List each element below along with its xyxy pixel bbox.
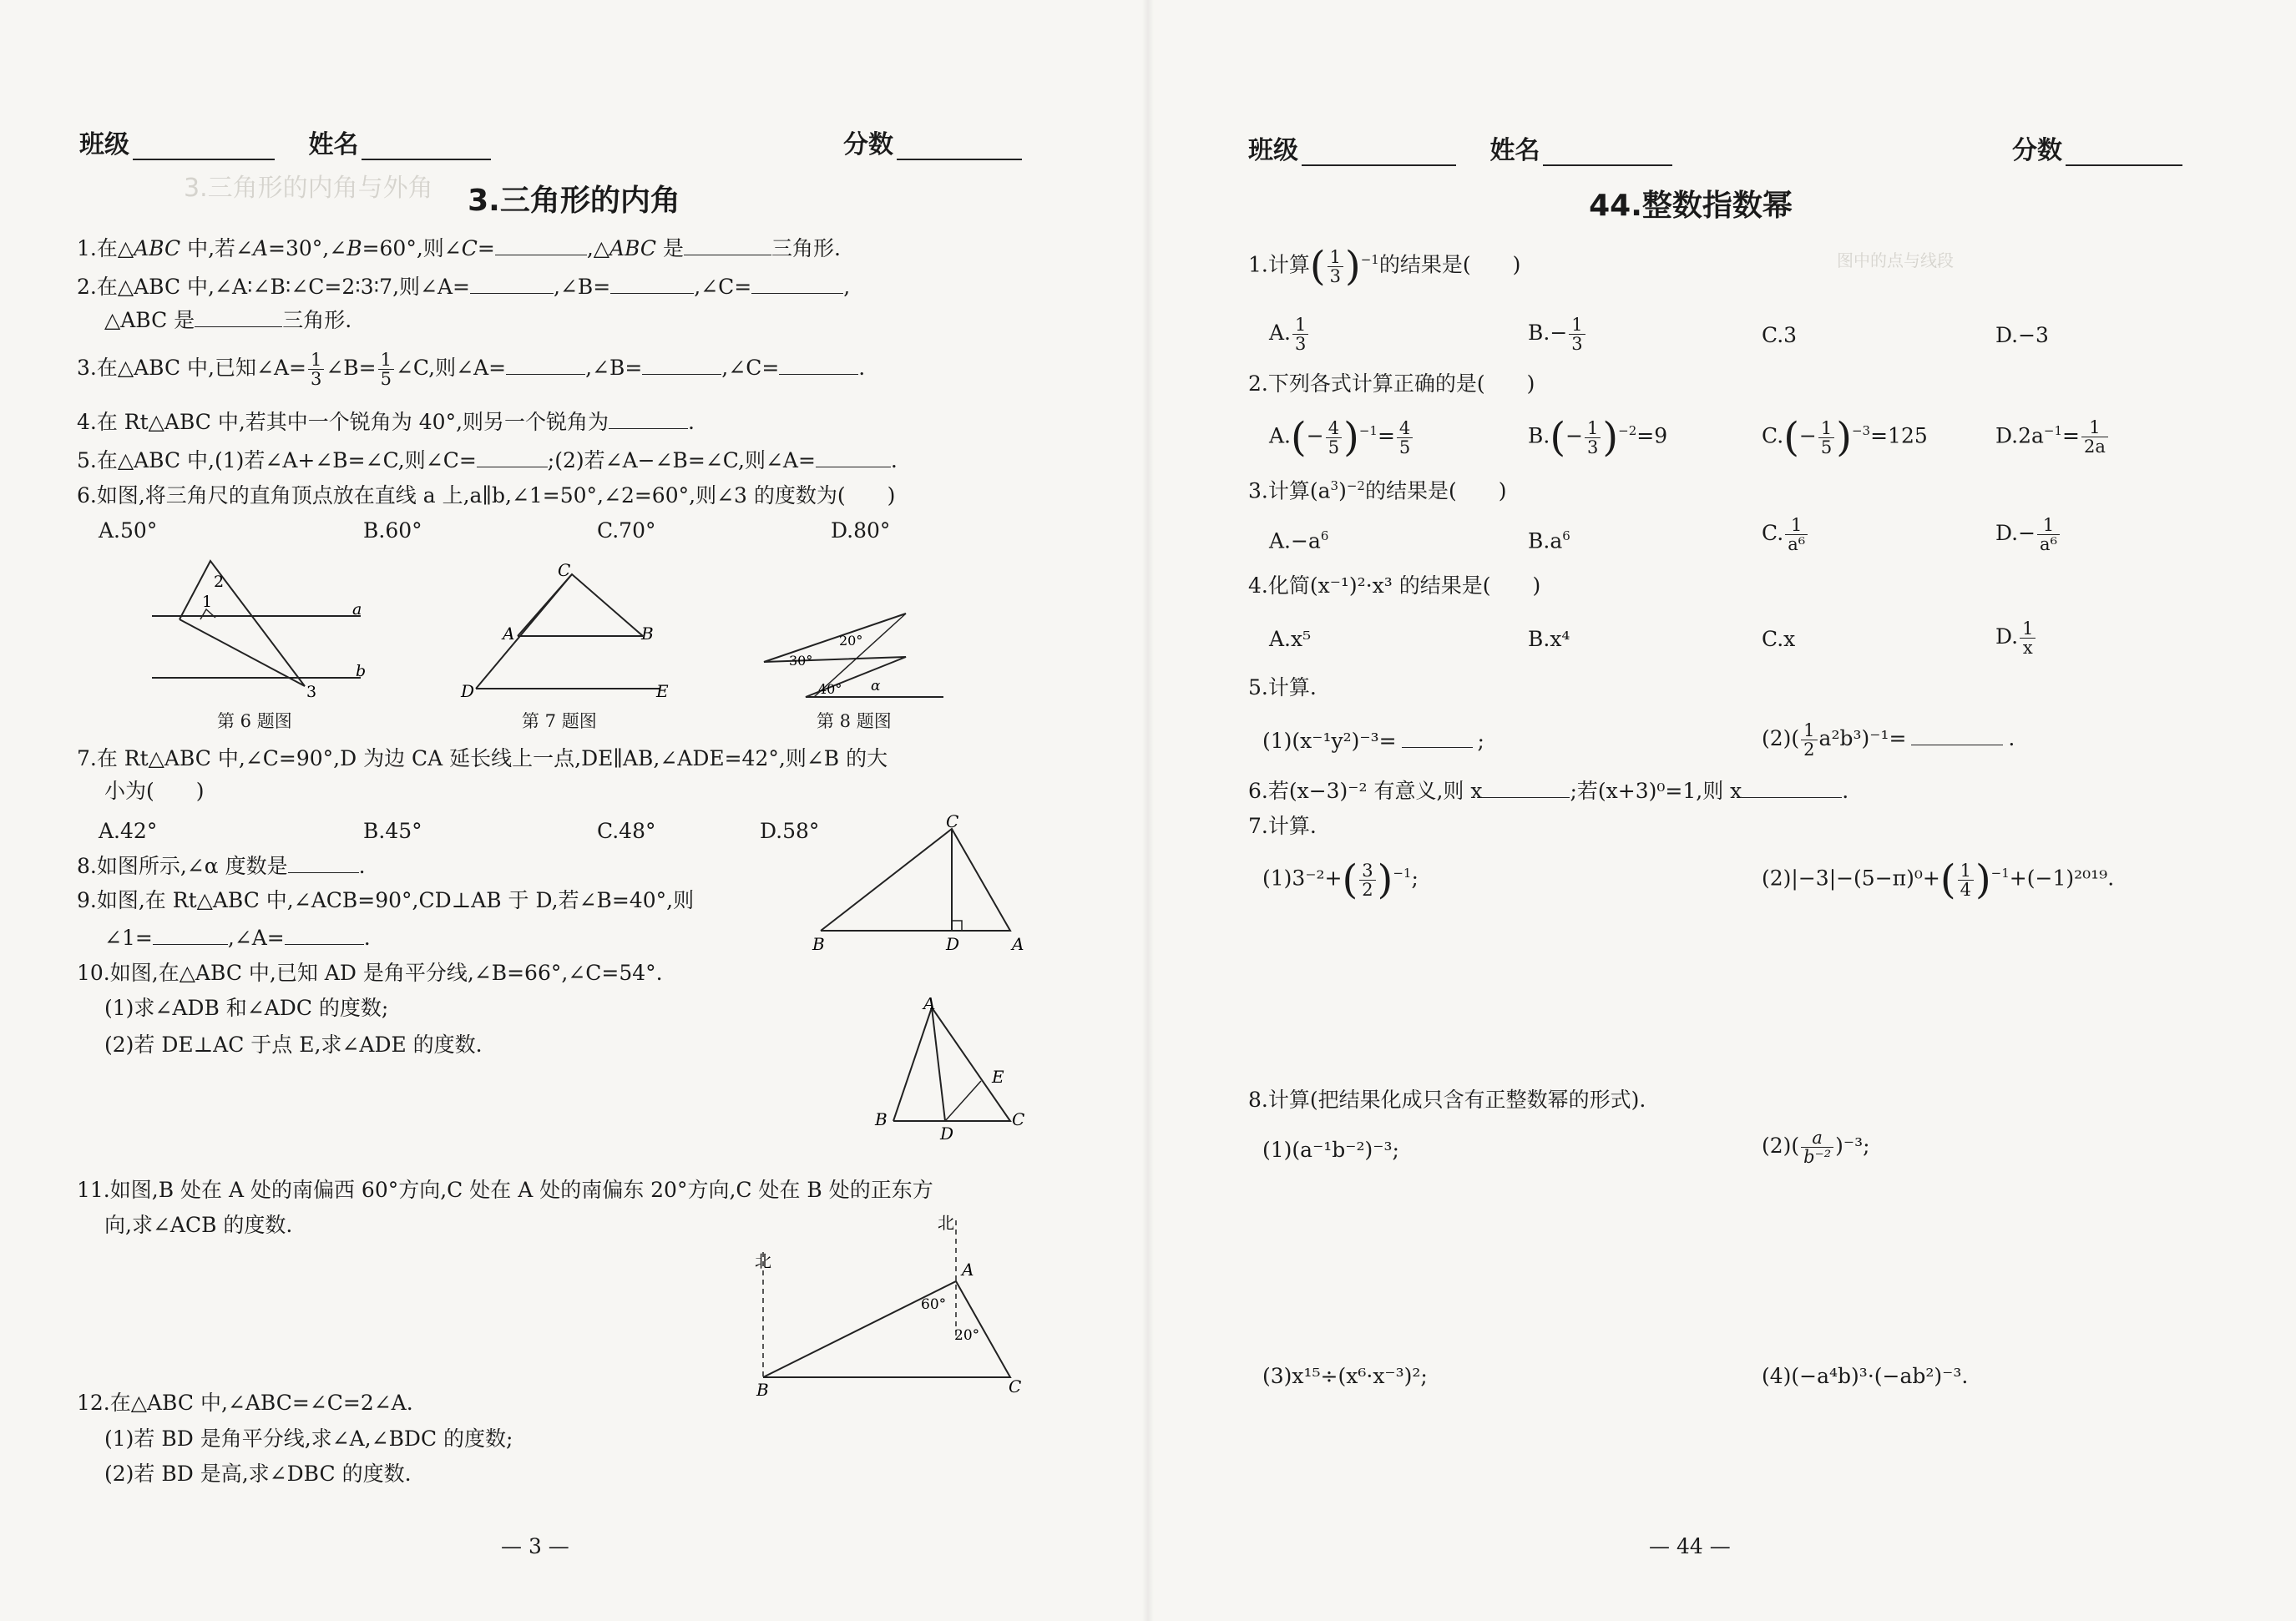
caption-fig8: 第 8 题图 <box>817 711 892 731</box>
svg-text:A: A <box>503 624 515 644</box>
option-d[interactable]: D. $\frac{1}{x}$ <box>1995 619 2037 657</box>
figure-10 <box>868 997 1031 1139</box>
option-a[interactable]: A.x⁵ <box>1269 627 1312 651</box>
option-d[interactable]: D.80° <box>831 518 891 543</box>
question-7-part1: (1)3⁻²+( $\frac{3}{2}$ )$^{-1}$; <box>1262 856 1419 903</box>
question-8-part3: (3)x¹⁵÷(x⁶·x⁻³)²; <box>1262 1364 1428 1388</box>
name-field[interactable] <box>1543 139 1672 166</box>
figure-9 <box>806 814 1027 960</box>
answer-blank[interactable] <box>153 944 228 945</box>
label-angle-3: 3 <box>306 683 317 701</box>
svg-text:20°: 20° <box>839 633 863 649</box>
answer-blank[interactable] <box>288 872 359 873</box>
name-label: 姓名 <box>308 130 359 159</box>
question-1: 1.在△ABC 中,若∠A=30°,∠B=60°,则∠C= ,△ABC 是 三角形. <box>77 236 841 260</box>
question-9-line2: ∠1= ,∠A= . <box>104 926 371 950</box>
class-label: 班级 <box>79 130 129 159</box>
answer-blank[interactable] <box>506 374 585 375</box>
svg-text:C: C <box>1012 1109 1025 1129</box>
question-5-part1: (1)(x⁻¹y²)⁻³= ; <box>1262 729 1484 753</box>
question-12: 12.在△ABC 中,∠ABC=∠C=2∠A. <box>77 1391 413 1415</box>
right-page <box>1148 0 2296 1621</box>
question-7-line2: 小为( ) <box>104 779 205 803</box>
svg-text:30°: 30° <box>789 653 813 669</box>
option-b[interactable]: B.− $\frac{1}{3}$ <box>1528 316 1587 353</box>
option-c[interactable]: C. $\frac{1}{\text{a⁶}}$ <box>1762 516 1809 553</box>
label-line-b: b <box>356 662 367 680</box>
svg-text:20°: 20° <box>954 1327 980 1344</box>
question-7: 7.计算. <box>1248 814 1317 838</box>
score-label: 分数 <box>843 130 893 159</box>
option-a[interactable]: A.(− $\frac{4}{5}$ )$^{-1}$= $\frac{4}{5}$ <box>1269 417 1414 457</box>
svg-text:A: A <box>1012 934 1024 954</box>
page-number: — 44 — <box>1649 1534 1731 1558</box>
svg-text:60°: 60° <box>921 1296 947 1313</box>
svg-text:北: 北 <box>755 1251 771 1271</box>
option-d[interactable]: D.58° <box>760 819 820 843</box>
question-5: 5.在△ABC 中,(1)若∠A+∠B=∠C,则∠C= ;(2)若∠A−∠B=∠C,则∠A= . <box>77 448 898 472</box>
figure-11 <box>743 1210 1031 1402</box>
option-a[interactable]: A.50° <box>99 518 158 543</box>
answer-blank[interactable] <box>610 293 694 294</box>
question-8: 8.计算(把结果化成只含有正整数幂的形式). <box>1248 1088 1646 1112</box>
svg-text:B: B <box>641 624 654 644</box>
svg-text:A: A <box>962 1260 974 1280</box>
caption-fig7: 第 7 题图 <box>522 711 597 731</box>
svg-text:E: E <box>992 1067 1004 1087</box>
score-field[interactable] <box>897 134 1022 160</box>
question-10-part2: (2)若 DE⊥AC 于点 E,求∠ADE 的度数. <box>104 1033 483 1057</box>
option-a[interactable]: A.42° <box>99 819 158 843</box>
answer-blank[interactable] <box>1482 797 1570 798</box>
question-7: 7.在 Rt△ABC 中,∠C=90°,D 为边 CA 延长线上一点,DE∥AB,∠ADE=42°,则∠B 的大 <box>77 746 888 770</box>
option-b[interactable]: $B.a^6$ <box>1528 528 1570 553</box>
option-c[interactable]: C.3 <box>1762 323 1798 347</box>
question-10-part1: (1)求∠ADB 和∠ADC 的度数; <box>104 996 389 1020</box>
class-field[interactable] <box>1302 139 1456 166</box>
question-7-part2: (2)|−3|−(5−π)⁰+( $\frac{1}{4}$ )$^{-1}$+(−1)²⁰¹⁹. <box>1762 856 2115 903</box>
question-5: 5.计算. <box>1248 675 1317 699</box>
label-angle-1: 1 <box>202 593 213 611</box>
option-b[interactable]: B.(− $\frac{1}{3}$ )$^{-2}$=9 <box>1528 414 1668 461</box>
svg-text:D: D <box>946 934 960 954</box>
option-a[interactable]: $A.-a^6$ <box>1269 528 1329 553</box>
answer-blank[interactable] <box>195 326 282 327</box>
question-6: 6.若(x−3)⁻² 有意义,则 x ;若(x+3)⁰=1,则 x . <box>1248 779 1849 803</box>
question-10: 10.如图,在△ABC 中,已知 AD 是角平分线,∠B=66°,∠C=54°. <box>77 961 663 985</box>
label-angle-2: 2 <box>214 573 225 591</box>
option-d[interactable]: D.− $\frac{1}{\text{a⁶}}$ <box>1995 516 2061 553</box>
question-9: 9.如图,在 Rt△ABC 中,∠ACB=90°,CD⊥AB 于 D,若∠B=40°,则 <box>77 888 695 912</box>
right-header <box>1248 129 1672 166</box>
option-c[interactable]: C.48° <box>597 819 656 843</box>
svg-text:C: C <box>1009 1376 1022 1396</box>
page-fold <box>1142 0 1154 1621</box>
svg-text:E: E <box>656 681 669 701</box>
option-d[interactable]: D.−3 <box>1995 323 2049 347</box>
question-3: 3.在△ABC 中,已知∠A= $\frac{1}{3}$ ∠B= $\frac{1}{5}$ ∠C,则∠A= ,∠B= ,∠C= . <box>77 350 866 389</box>
option-c[interactable]: C.(− $\frac{1}{5}$ )$^{-3}$=125 <box>1762 414 1928 461</box>
class-label: 班级 <box>1248 136 1298 165</box>
left-score <box>843 124 1022 160</box>
question-4: 4.在 Rt△ABC 中,若其中一个锐角为 40°,则另一个锐角为 . <box>77 410 695 434</box>
svg-text:B: B <box>756 1380 769 1400</box>
score-field[interactable] <box>2066 139 2182 166</box>
question-2: 2.下列各式计算正确的是( ) <box>1248 371 1535 396</box>
answer-blank[interactable] <box>470 293 554 294</box>
answer-blank[interactable] <box>779 374 858 375</box>
option-b[interactable]: B.x⁴ <box>1528 627 1570 651</box>
answer-blank[interactable] <box>642 374 721 375</box>
svg-text:D: D <box>940 1124 954 1139</box>
svg-text:B: B <box>875 1109 888 1129</box>
triangle-ruler <box>180 561 305 686</box>
question-8-part4: (4)(−a⁴b)³·(−ab²)⁻³. <box>1762 1364 1969 1388</box>
option-c[interactable]: C.x <box>1762 627 1796 651</box>
score-label: 分数 <box>2012 136 2062 165</box>
option-a[interactable]: A. $\frac{1}{3}$ <box>1269 316 1310 353</box>
question-3: 3.计算$(a^3)^{-2}$的结果是( ) <box>1248 478 1507 503</box>
option-b[interactable]: B.60° <box>363 518 422 543</box>
question-8-part1: (1)(a⁻¹b⁻²)⁻³; <box>1262 1138 1399 1162</box>
page-number: — 3 — <box>501 1534 569 1558</box>
question-1: 1.计算( $\frac{1}{3}$ )$^{-1}$的结果是( ) <box>1248 243 1521 290</box>
answer-blank[interactable] <box>609 428 688 429</box>
page-title: 3.三角形的内角 <box>468 184 680 218</box>
name-field[interactable] <box>362 134 491 160</box>
page-title: 44.整数指数幂 <box>1589 189 1793 223</box>
name-label: 姓名 <box>1489 136 1540 165</box>
figure-7 <box>451 559 685 710</box>
svg-text:D: D <box>461 681 475 701</box>
question-6: 6.如图,将三角尺的直角顶点放在直线 a 上,a∥b,∠1=50°,∠2=60°,则∠3 的度数为( ) <box>77 483 896 508</box>
svg-text:B: B <box>812 934 825 954</box>
answer-blank[interactable] <box>1402 747 1473 748</box>
answer-blank[interactable] <box>1742 797 1842 798</box>
right-score <box>2012 129 2182 166</box>
option-c[interactable]: C.70° <box>597 518 656 543</box>
svg-text:C: C <box>558 560 571 580</box>
question-2-line2: △ABC 是 三角形. <box>104 308 352 332</box>
figure-6 <box>142 551 376 701</box>
svg-text:A: A <box>923 997 936 1013</box>
question-12-part2: (2)若 BD 是高,求∠DBC 的度数. <box>104 1462 412 1486</box>
question-12-part1: (1)若 BD 是角平分线,求∠A,∠BDC 的度数; <box>104 1427 513 1451</box>
question-11-line2: 向,求∠ACB 的度数. <box>104 1213 293 1237</box>
answer-blank[interactable] <box>751 293 843 294</box>
question-2: 2.在△ABC 中,∠A∶∠B∶∠C=2∶3∶7,则∠A= ,∠B= ,∠C= , <box>77 275 851 299</box>
svg-text:C: C <box>946 814 959 831</box>
svg-text:α: α <box>871 678 881 694</box>
label-line-a: a <box>352 600 362 619</box>
question-4: 4.化简(x⁻¹)²·x³ 的结果是( ) <box>1248 573 1541 598</box>
answer-blank[interactable] <box>285 944 364 945</box>
question-8: 8.如图所示,∠α 度数是 . <box>77 854 366 878</box>
question-11: 11.如图,B 处在 A 处的南偏西 60°方向,C 处在 A 处的南偏东 20°方向,C 处在 B 处的正东方 <box>77 1178 933 1202</box>
caption-fig6: 第 6 题图 <box>217 711 292 731</box>
question-8-part2: (2)( $\frac{a}{\text{b⁻²}}$ )⁻³; <box>1762 1128 1870 1167</box>
svg-text:北: 北 <box>938 1213 954 1233</box>
class-field[interactable] <box>133 134 275 160</box>
left-header <box>79 124 491 160</box>
figure-8 <box>756 605 956 705</box>
question-5-part2: (2)( $\frac{1}{2}$ a²b³)⁻¹= . <box>1762 720 2015 760</box>
option-d[interactable]: $D.2a^{-1}=$ $\frac{1}{2a}$ <box>1995 417 2110 456</box>
option-b[interactable]: B.45° <box>363 819 422 843</box>
svg-text:40°: 40° <box>818 681 842 697</box>
